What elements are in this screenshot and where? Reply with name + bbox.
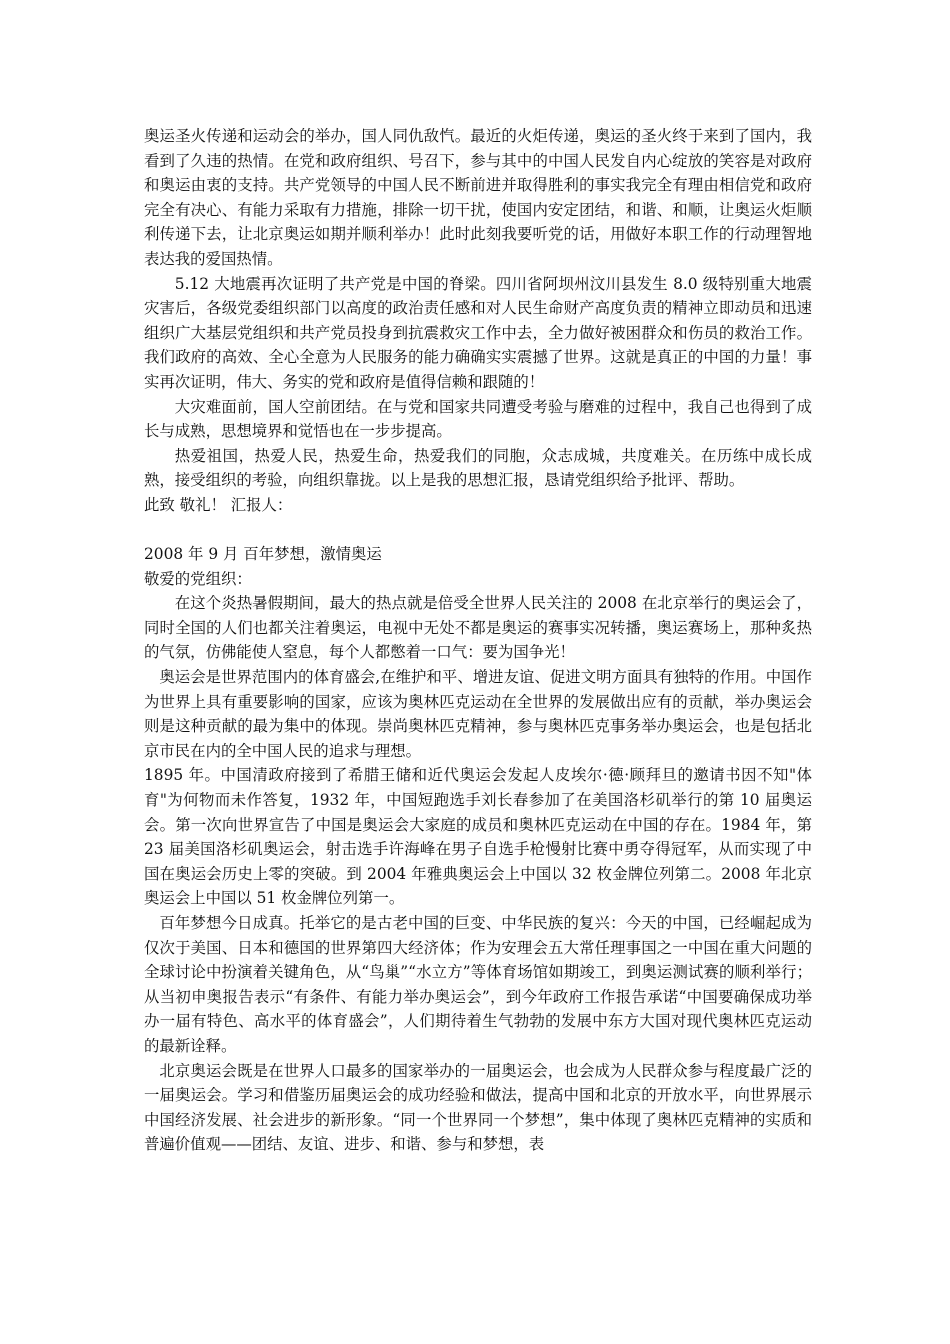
document-page xyxy=(144,124,812,1157)
paragraph-conclusion: 热爱祖国，热爱人民，热爱生命，热爱我们的同胞，众志成城，共度难关。在历练中成长成熟，接受组织的考验，向组织靠拢。以上是我的思想汇报，恳请党组织给予批评、帮助。 xyxy=(144,446,812,490)
paragraph-beijing-olympics: 北京奥运会既是在世界人口最多的国家举办的一届奥运会，也会成为人民群众参与程度最广泛的一届奥运会。学习和借鉴历届奥运会的成功经验和做法，提高中国和北京的开放水平，向世界展示中国经济发展、社会进步的新形象。“同一个世界同一个梦想”，集中体现了奥林匹克精神的实质和普遍价值观——团结、友谊、进步、和谐、参与和梦想，表 xyxy=(144,1061,812,1154)
paragraph-summer-olympics: 在这个炎热暑假期间，最大的热点就是倍受全世界人民关注的 2008 在北京举行的奥运会了，同时全国的人们也都关注着奥运，电视中无处不都是奥运的赛事实况转播，奥运赛场上，那种炙热的气氛，仿佛能使人窒息，每个人都憋着一口气：要为国争光！ xyxy=(144,594,812,662)
date-title: 2008 年 9 月 百年梦想，激情奥运 xyxy=(144,545,382,564)
salutation: 敬爱的党组织： xyxy=(144,569,252,588)
paragraph-century-dream: 百年梦想今日成真。托举它的是古老中国的巨变、中华民族的复兴：今天的中国，已经崛起成为仅次于美国、日本和德国的世界第四大经济体；作为安理会五大常任理事国之一中国在重大问题的全球讨论中扮演着关键角色，从“鸟巢”“水立方”等体育场馆如期竣工，到奥运测试赛的顺利举行；从当初申奥报告表示“有条件、有能力举办奥运会”，到今年政府工作报告承诺“中国要确保成功举办一届有特色、高水平的体育盛会”，人们期待着生气勃勃的发展中东方大国对现代奥林匹克运动的最新诠释。 xyxy=(144,914,812,1055)
paragraph-olympics-significance: 奥运会是世界范围内的体育盛会,在维护和平、增进友谊、促进文明方面具有独特的作用。中国作为世界上具有重要影响的国家，应该为奥林匹克运动在全世界的发展做出应有的贡献，举办奥运会则是这种贡献的最为集中的体现。崇尚奥林匹克精神，参与奥林匹克事务举办奥运会，也是包括北京市民在内的全中国人民的追求与理想。 xyxy=(144,668,812,760)
paragraph-earthquake: 5.12 大地震再次证明了共产党是中国的脊梁。四川省阿坝州汶川县发生 8.0 级特别重大地震灾害后，各级党委组织部门以高度的政治责任感和对人民生命财产高度负责的精神立即动员和迅速组织广大基层党组织和共产党员投身到抗震救灾工作中去，全力做好被困群众和伤员的救治工作。我们政府的高效、全心全意为人民服务的能力确确实实震撼了世界。这就是真正的中国的力量！事实再次证明，伟大、务实的党和政府是值得信赖和跟随的！ xyxy=(144,274,812,391)
paragraph-torch-relay: 奥运圣火传递和运动会的举办，国人同仇敌忾。最近的火炬传递，奥运的圣火终于来到了国内，我看到了久违的热情。在党和政府组织、号召下，参与其中的中国人民发自内心绽放的笑容是对政府和奥运由衷的支持。共产党领导的中国人民不断前进并取得胜利的事实我完全有理由相信党和政府完全有决心、有能力采取有力措施，排除一切干扰，使国内安定团结，和谐、和顺，让奥运火炬顺利传递下去，让北京奥运如期并顺利举办！此时此刻我要听党的话，用做好本职工作的行动理智地表达我的爱国热情。 xyxy=(144,127,812,268)
blank-line xyxy=(144,518,812,543)
paragraph-olympic-history: 1895 年。中国清政府接到了希腊王储和近代奥运会发起人皮埃尔·德·顾拜旦的邀请书因不知"体育"为何物而未作答复，1932 年，中国短跑选手刘长春参加了在美国洛杉矶举行的第 10 届奥运会。第一次向世界宣告了中国是奥运会大家庭的成员和奥林匹克运动在中国的存在。1984 年，第 23 届美国洛杉矶奥运会，射击选手许海峰在男子自选手枪慢射比赛中勇夺得冠军，从而实现了中国在奥运会历史上零的突破。到 2004 年雅典奥运会上中国以 32 枚金牌位列第二。2008 年北京奥运会上中国以 51 枚金牌位列第一。 xyxy=(144,766,812,908)
closing-signature: 此致 敬礼！ 汇报人： xyxy=(144,495,293,514)
paragraph-unity: 大灾难面前，国人空前团结。在与党和国家共同遭受考验与磨难的过程中，我自己也得到了成长与成熟，思想境界和觉悟也在一步步提高。 xyxy=(144,397,812,441)
